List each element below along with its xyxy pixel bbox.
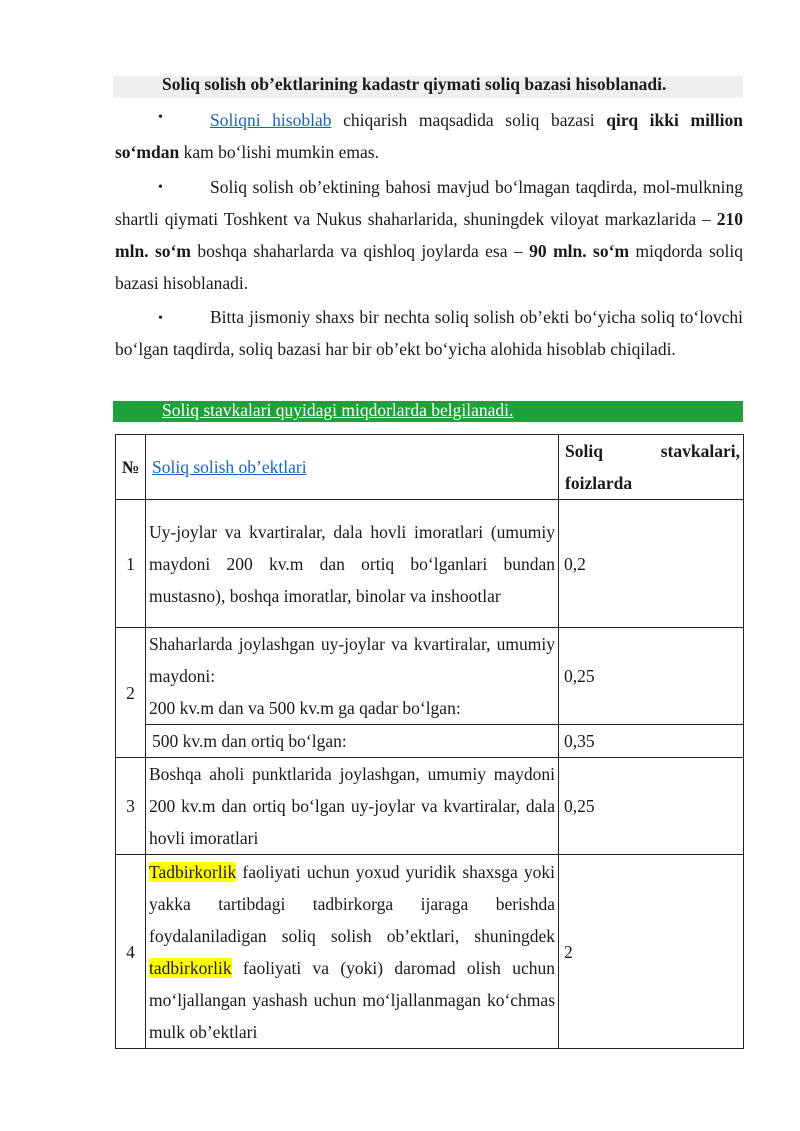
header-object xyxy=(146,435,559,500)
row-number: 2 xyxy=(116,628,146,758)
row-number: 3 xyxy=(116,758,146,855)
header-number: № xyxy=(116,435,146,500)
row-rate: 2 xyxy=(559,855,744,1049)
row-number: 1 xyxy=(116,500,146,628)
table-row xyxy=(116,500,744,628)
table-row xyxy=(116,628,744,725)
paragraph-conditional-value: Soliq solish ob’ektining bahosi mavjud bo‘lmagan taqdirda, mol-mulkning shartli qiymati Toshkent va Nukus shaharlarida, shuningdek viloyat markazlarida – 210 mln. so‘m boshqa shaharlarda va qishloq joylarda esa – 90 mln. so‘m miqdorda soliq bazasi hisoblanadi. xyxy=(115,177,744,293)
bullet-marker: • xyxy=(158,110,163,125)
row-rate: 0,25 xyxy=(559,628,744,725)
table-row xyxy=(116,758,744,855)
row-object: Shaharlarda joylashgan uy-joylar va kvartiralar, umumiy maydoni: 200 kv.m dan va 500 kv.m ga qadar bo‘lgan: xyxy=(146,628,559,725)
row-object: Uy-joylar va kvartiralar, dala hovli imoratlari (umumiy maydoni 200 kv.m dan ortiq bo‘lganlari bundan mustasno), boshqa imoratlar, binolar va inshootlar xyxy=(146,500,559,628)
row-object: Boshqa aholi punktlarida joylashgan, umumiy maydoni 200 kv.m dan ortiq bo‘lgan uy-joylar va kvartiralar, dala hovli imoratlari xyxy=(146,758,559,855)
table-header-row xyxy=(116,435,744,500)
tax-objects-link[interactable]: Soliq solish ob’ektlari xyxy=(152,457,307,477)
row-rate: 0,35 xyxy=(559,725,744,758)
section-heading: Soliq solish ob’ektlarining kadastr qiymati soliq bazasi hisoblanadi. xyxy=(162,74,667,94)
table-row xyxy=(116,855,744,1049)
row-rate: 0,2 xyxy=(559,500,744,628)
paragraph-multiple-objects: Bitta jismoniy shaxs bir nechta soliq solish ob’ekti bo‘yicha soliq to‘lovchi bo‘lgan taqdirda, soliq bazasi har bir ob’ekt bo‘yicha alohida hisoblab chiqiladi. xyxy=(115,307,743,359)
row-object: 500 kv.m dan ortiq bo‘lgan: xyxy=(146,725,559,758)
tax-calculation-link[interactable]: Soliqni hisoblab xyxy=(210,110,332,130)
paragraph-min-tax-base: Soliqni hisoblab chiqarish maqsadida soliq bazasi qirq ikki million so‘mdan kam bo‘lishi mumkin emas. xyxy=(115,110,743,162)
bullet-marker: • xyxy=(158,311,163,326)
tax-rates-table xyxy=(115,434,744,1049)
row-object: Tadbirkorlik faoliyati uchun yoxud yuridik shaxsga yoki yakka tartibdagi tadbirkorga ijaraga berishda foydalaniladigan soliq solish ob’ektlari, shuningdek tadbirkorlik faoliyati va (yoki) daromad olish uchun mo‘ljallangan yashash uchun mo‘ljallanmagan ko‘chmas mulk ob’ektlari xyxy=(146,855,559,1049)
rates-heading: Soliq stavkalari quyidagi miqdorlarda belgilanadi. xyxy=(162,400,514,420)
row-number: 4 xyxy=(116,855,146,1049)
table-row xyxy=(116,725,744,758)
row-rate: 0,25 xyxy=(559,758,744,855)
highlighted-term: tadbirkorlik xyxy=(149,957,232,978)
bullet-marker: • xyxy=(158,180,163,195)
highlighted-term: Tadbirkorlik xyxy=(149,861,237,882)
header-rate: Soliq stavkalari, foizlarda xyxy=(559,435,744,500)
